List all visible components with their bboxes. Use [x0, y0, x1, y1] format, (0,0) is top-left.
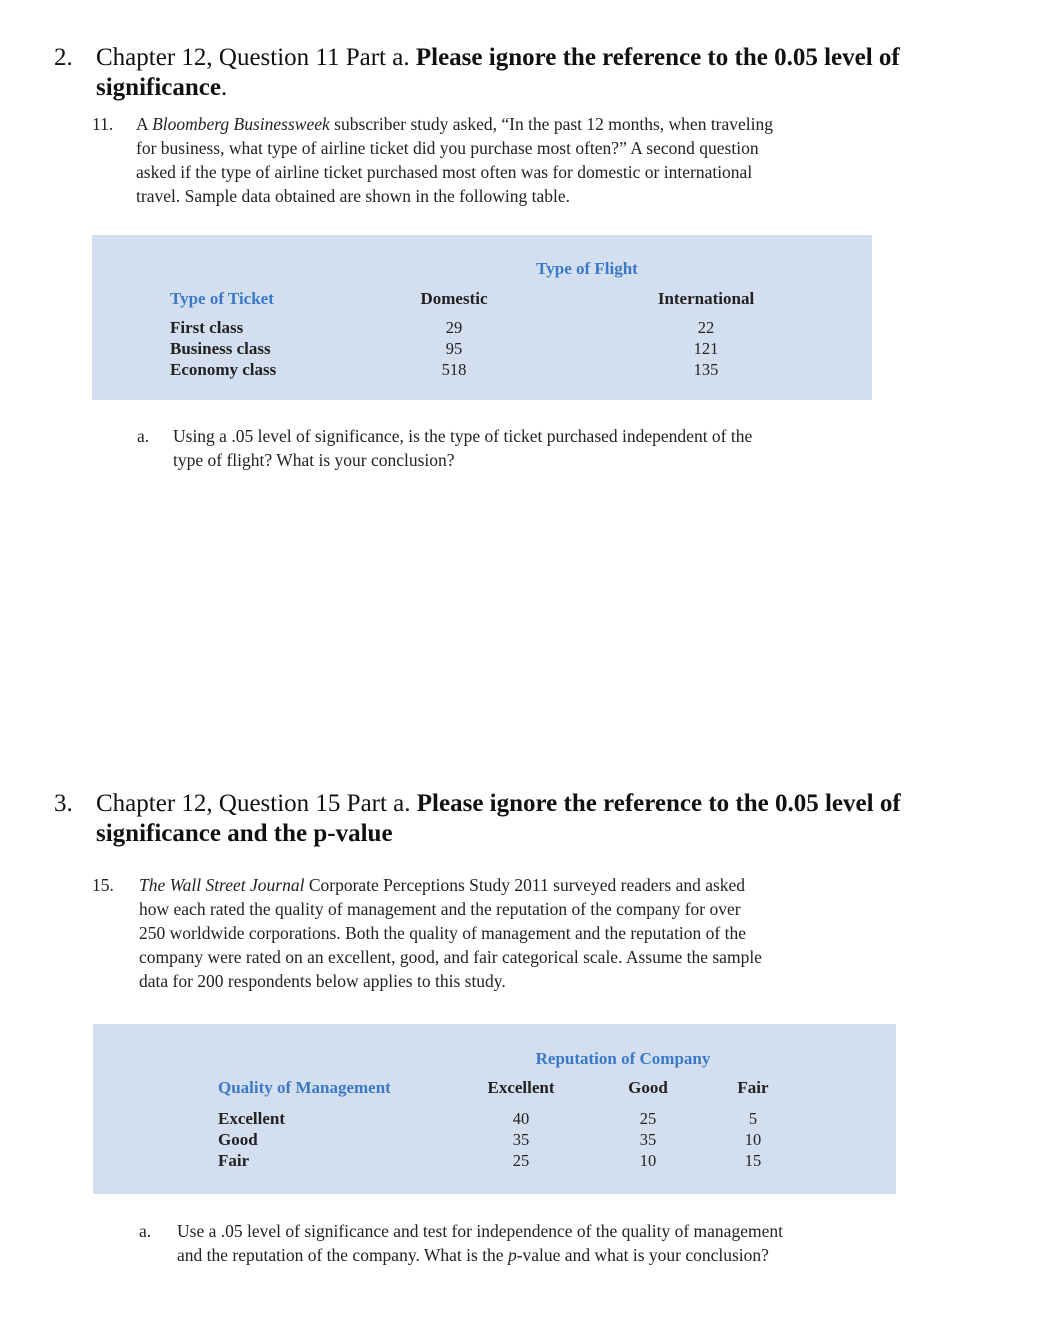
q3-problem-line5: data for 200 respondents below applies to this study. — [139, 971, 506, 991]
q2-part-label: a. — [137, 426, 150, 446]
q3-col-fair: Fair — [737, 1078, 769, 1097]
q3-problem-line2: how each rated the quality of management and the reputation of the company for over — [139, 899, 741, 919]
q3-excellent-values — [513, 1108, 530, 1171]
q2-problem-line3: asked if the type of airline ticket purchased most often was for domestic or international — [136, 162, 753, 182]
q2-heading — [54, 43, 900, 103]
q3-table-panel — [93, 1024, 896, 1194]
q3-part-label: a. — [139, 1221, 152, 1241]
q3-row-label: Excellent — [218, 1109, 286, 1128]
q3-heading-plain: Chapter 12, Question 15 Part a. — [96, 790, 411, 817]
q2-problem-pre: A — [136, 114, 148, 134]
table-cell: 35 — [639, 1130, 657, 1149]
q2-problem-italic: Bloomberg Businessweek — [152, 114, 330, 134]
q3-good-values — [640, 1108, 657, 1171]
q3-part-line2-pre: and the reputation of the company. What is the — [177, 1245, 504, 1265]
q3-heading — [54, 789, 901, 849]
q2-problem — [92, 112, 882, 208]
table-cell: 22 — [697, 318, 715, 337]
q2-row-labels — [170, 317, 276, 380]
q3-part-line2-post: -value and what is your conclusion? — [516, 1245, 769, 1265]
q3-heading-bold-2: significance and the p-value — [96, 820, 393, 847]
q2-part-a — [137, 424, 877, 472]
table-cell: 135 — [693, 360, 719, 379]
q2-problem-line1: subscriber study asked, “In the past 12 months, when traveling — [334, 114, 774, 134]
q3-col-excellent: Excellent — [487, 1078, 555, 1097]
q2-table-panel — [92, 235, 872, 400]
table-cell: 5 — [748, 1109, 758, 1128]
q3-part-line1: Use a .05 level of significance and test for independence of the quality of management — [177, 1221, 783, 1241]
q3-problem-number: 15. — [92, 875, 114, 895]
q3-problem-italic: The Wall Street Journal — [139, 875, 305, 895]
q3-part-line2-italic: p — [507, 1245, 517, 1265]
q2-row-header: Type of Ticket — [170, 289, 274, 308]
table-cell: 518 — [441, 360, 467, 379]
q3-problem-line1: Corporate Perceptions Study 2011 surveyed readers and asked — [308, 875, 746, 895]
q2-domestic-values — [442, 317, 467, 380]
q2-problem-line2: for business, what type of airline ticket did you purchase most often?” A second question — [136, 138, 759, 158]
q2-heading-bold: Please ignore the reference to the 0.05 level of — [415, 44, 900, 71]
q3-problem-line3: 250 worldwide corporations. Both the quality of management and the reputation of the — [139, 923, 746, 943]
q2-group-header: Type of Flight — [536, 259, 638, 278]
table-cell: 121 — [693, 339, 719, 358]
q3-fair-values — [745, 1108, 762, 1171]
q2-number: 2. — [54, 44, 73, 71]
q2-col-international: International — [657, 289, 755, 308]
q3-group-header: Reputation of Company — [535, 1049, 711, 1068]
q3-problem-line4: company were rated on an excellent, good, and fair categorical scale. Assume the sample — [139, 947, 762, 967]
table-cell: 10 — [639, 1151, 657, 1170]
q2-problem-line4: travel. Sample data obtained are shown in the following table. — [136, 186, 570, 206]
table-cell: 15 — [744, 1151, 762, 1170]
q3-col-good: Good — [628, 1078, 668, 1097]
q2-heading-end: . — [221, 74, 228, 101]
table-cell: 95 — [445, 339, 463, 358]
q2-international-values — [694, 317, 719, 380]
table-cell: 25 — [639, 1109, 657, 1128]
table-cell: 35 — [512, 1130, 530, 1149]
q3-part-a — [139, 1219, 899, 1267]
q2-col-domestic: Domestic — [420, 289, 488, 308]
q3-row-header: Quality of Management — [218, 1078, 391, 1097]
table-cell: 29 — [445, 318, 463, 337]
q2-heading-bold-2: significance — [96, 74, 221, 101]
q3-row-label: Fair — [218, 1151, 250, 1170]
q2-row-label: First class — [170, 318, 244, 337]
table-cell: 10 — [744, 1130, 762, 1149]
q3-number: 3. — [54, 790, 73, 817]
q2-row-label: Business class — [170, 339, 271, 358]
q3-row-label: Good — [218, 1130, 258, 1149]
table-cell: 25 — [512, 1151, 530, 1170]
q2-part-line2: type of flight? What is your conclusion? — [173, 450, 455, 470]
q3-row-labels — [218, 1108, 285, 1171]
q3-heading-bold: Please ignore the reference to the 0.05 level of — [416, 790, 901, 817]
q3-problem — [92, 873, 902, 993]
q2-part-line1: Using a .05 level of significance, is the type of ticket purchased independent of the — [173, 426, 753, 446]
table-cell: 40 — [512, 1109, 530, 1128]
q2-heading-plain: Chapter 12, Question 11 Part a. — [96, 44, 410, 71]
q2-row-label: Economy class — [170, 360, 277, 379]
q2-problem-number: 11. — [92, 114, 114, 134]
